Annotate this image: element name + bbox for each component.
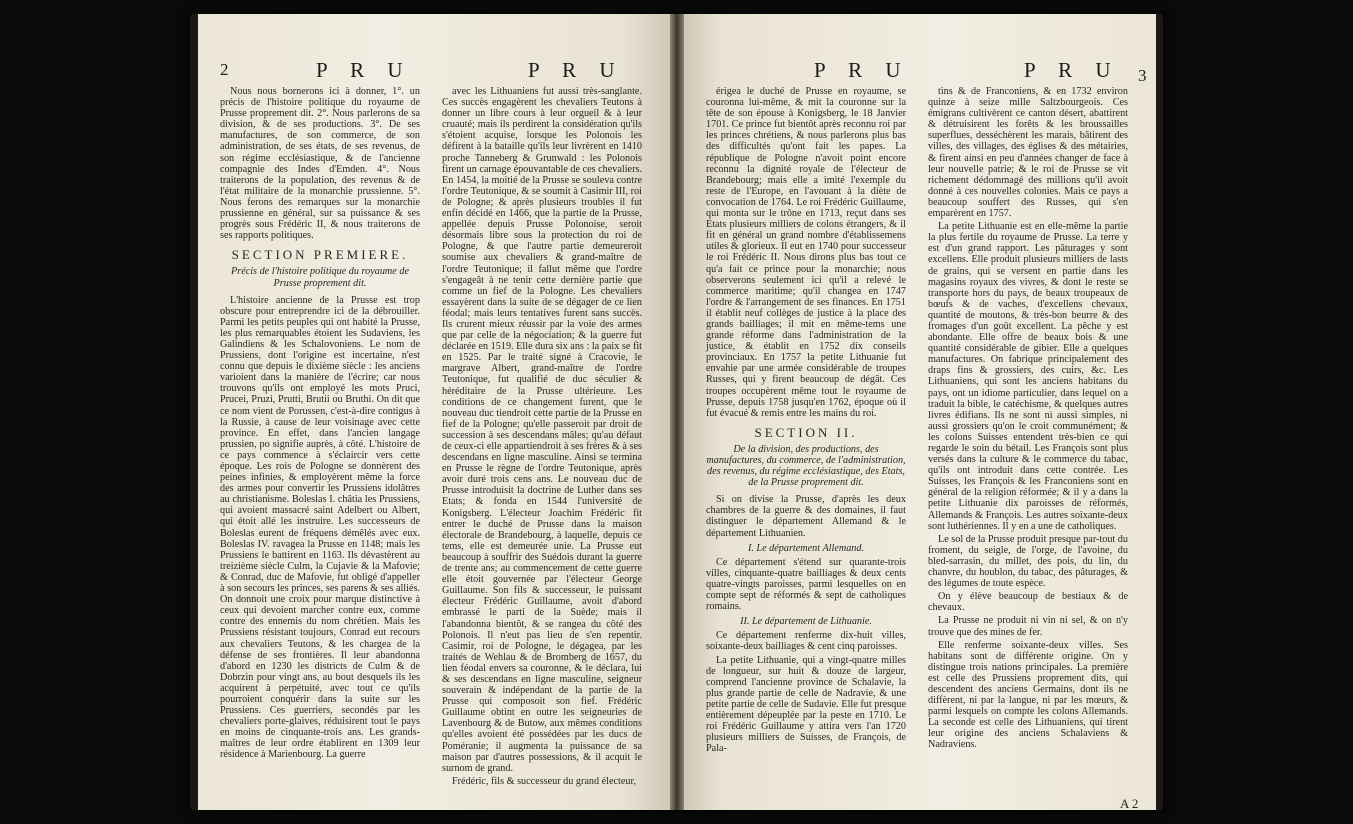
paragraph: Si on divise la Prusse, d'après les deux chambres de la guerre & des domaines, il faut distinguer le département Allemand & le département Lithuanien. xyxy=(706,494,906,539)
text-column xyxy=(706,86,906,756)
paragraph: avec les Lithuaniens fut aussi très-sanglante. Ces succès engagèrent les chevaliers Teutons à donner un libre cours à leur orgueil & à leur cruauté; mais ils perdirent la considération qu'ils s'étoient acquise, lorsque les Polonois les défirent à la bataille qu'ils leur livrèrent en 1410 proche Tanneberg & Grunwald : les Polonois firent un carnage épouvantable de ces chevaliers. En 1454, la moitié de la Prusse se souleva contre l'ordre Teutonique, & se soumit à Casimir III, roi de Pologne; & après plusieurs troubles il fut enfin décidé en 1466, que la partie de la Prusse, appellée depuis Prusse Polonoise, seroit désormais libre sous la protection du roi de Pologne, & que l'autre partie demeureroit soumise aux chevaliers & grand-maître de l'ordre Teutonique; il fallut même que l'ordre s'engageât à ne tenir cette dernière partie que comme un fief de la Pologne. Les chevaliers essayèrent dans la suite de se dégager de ce lien féodal; mais leurs tentatives furent sans succès. Ils crurent mieux réussir par la voie des armes que par celle de la négociation; & la guerre fut déclarée en 1519. Elle dura six ans : la paix se fit en 1525. Par le traité signé à Cracovie, le margrave Albert, grand-maître de l'ordre Teutonique, fut qualifié de duc séculier & héréditaire de la Prusse ultérieure. Les conditions de ce changement furent, que le nouveau duc tiendroit cette partie de la Prusse en fief de la Pologne; qu'elle passeroit par droit de succession à ses descendans mâles; qu'au défaut de ceux-ci elle appartiendroit à ses frères & à ses descendans en ligne masculine. Ainsi se termina en Prusse le règne de l'ordre Teutonique, après avoir duré trois cens ans. Le nouveau duc de Prusse introduisit la doctrine de Luther dans ses Etats; & fonda en 1544 l'université de Konigsberg. L'électeur Joachim Frédéric fit entrer le duché de Prusse dans la maison électorale de Brandebourg, à laquelle, depuis ce tems, elle est demeurée unie. La Prusse eut beaucoup à souffrir des Suédois durant la guerre de trente ans; au commencement de cette guerre elle étoit gouvernée par l'électeur George Guillaume. Son fils & successeur, le puissant électeur Frédéric Guillaume, avoit d'abord embrassé le parti de la Suède; mais il l'abandonna bientôt, & se rangea du côté des Polonois. Il n'eut pas lieu de s'en repentir. Casimir, roi de Pologne, le dégagea, par les traités de Wehlau & de Bromberg de 1657, du lien féodal envers sa couronne, & le déclara, lui & ses descendans en ligne masculine, seigneur souverain & indépendant de la partie de la Prusse qui composoit son fief. Frédéric Guillaume obtint en outre les seigneuries de Lavenbourg & de Butow, aux mêmes conditions qu'elles avoient été possédées par les ducs de Poméranie; il augmenta la puissance de sa maison par d'autres possessions, & il acquit le surnom de grand. xyxy=(442,86,642,774)
section-subtitle: De la division, des productions, des manufactures, du commerce, de l'administration, des revenus, du régime ecclésiastique, des Etats, de la Prusse proprement dit. xyxy=(706,443,906,489)
page-number: 3 xyxy=(1138,66,1147,85)
subsection-label: II. Le département de Lithuanie. xyxy=(740,616,872,628)
running-head: P R U xyxy=(1024,58,1120,82)
paragraph: Frédéric, fils & successeur du grand électeur, xyxy=(452,775,637,787)
right-page xyxy=(684,14,1156,810)
text-column xyxy=(220,86,420,763)
paragraph: La petite Lithuanie, qui a vingt-quatre milles de longueur, sur huit & douze de largeur, comprend l'ancienne province de Schalavie, la plus grande partie de celle de Nadravie, & une petite partie de celle de Sudavie. Elle fut presque entièrement dépeuplée par la peste en 1710. Le roi Frédéric Guillaume y attira vers l'an 1720 plusieurs milliers de Suisses, de François, de Pala- xyxy=(706,654,906,755)
section-subtitle: Précis de l'histoire politique du royaume de Prusse proprement dit. xyxy=(231,266,409,289)
running-head: P R U xyxy=(814,58,910,82)
running-head: P R U xyxy=(316,58,412,82)
paragraph: érigea le duché de Prusse en royaume, se couronna lui-même, & mit la couronne sur la tête de son épouse à Konigsberg, le 18 Janvier 1701. Ce prince fut bientôt après reconnu roi par les princes chrétiens, & nous parlerons plus bas des difficultés qu'ont fait les papes. La république de Pologne n'avoit point encore reconnu la dignité royale de l'électeur de Brandebourg; mais elle a imité l'exemple du reste de l'Europe, en l'avouant à la diète de convocation de 1764. Le roi Frédéric Guillaume, qui monta sur le trône en 1713, reçut dans ses Etats plusieurs milliers de colons étrangers, & il fit en général un grand nombre d'établissemens utiles & glorieux. Il eut en 1740 pour successeur le roi Frédéric II. Nous dirons plus bas tout ce qu'a fait ce prince pour la monarchie; nous observerons seulement ici qu'il a relevé le commerce maritime; qu'il changea en 1747 l'ordre & l'arrangement de ses finances. En 1751 il établit neuf collèges de justice à la place des grands bailliages; il mit en même-tems une grande réforme dans l'administration de la justice, & établit en 1752 dix conseils provinciaux. En 1757 la petite Lithuanie fut envahie par une armée considérable de troupes Russes, qui y firent beaucoup de dégât. Ces troupes occupèrent même tout le royaume de Prusse, depuis 1758 jusqu'en 1762, époque où il fut évacué & remis entre les mains du roi. xyxy=(706,86,906,419)
left-page-header xyxy=(198,58,670,82)
paragraph: On y élève beaucoup de bestiaux & de chevaux. xyxy=(928,591,1128,614)
book-gutter xyxy=(670,14,684,810)
left-page xyxy=(198,14,670,810)
subsection-label: I. Le département Allemand. xyxy=(747,542,865,554)
paragraph: L'histoire ancienne de la Prusse est trop obscure pour entreprendre ici de la débrouiller. Parmi les petits peuples qui ont habité la Prusse, les plus remarquables étoient les Sudaviens, les Galindiens & les Schalovoniens. Le nom de Prussiens, dont l'origine est incertaine, n'est connu que depuis le dixième siècle : les anciens varioient dans la manière de l'écrire; car nous trouvons qu'ils ont employé les mots Pruci, Prucei, Pruzi, Prutti, Brutii ou Bruthi. On dit que ce nom vient de Porussen, c'est-à-dire contigus à la Russie, à cause de leur voisinage avec cette province. En effet, dans l'ancien langage prussien, po signifie auprès, à côté. L'histoire de ce pays commence à s'éclaircir vers cette époque. Les rois de Pologne se donnèrent des peines infinies, & employèrent même la force des armes pour convertir les Prussiens idolâtres au christianisme. Boleslas I. châtia les Prussiens, qui avoient massacré saint Adelbert ou Albert, qui étoit allé les instruire. Les successeurs de Boleslas eurent de fréquens démêlés avec eux. Boleslas IV. ravagea la Prusse en 1148; mais les Prussiens le battirent en 1163. Ils dévastèrent au treizième siècle Culm, la Cujavie & la Mafovie; & Conrad, duc de Mafovie, fut obligé d'appeller à son secours les princes, ses parens & ses alliés. On donnoit une croix pour marque distinctive à ceux qui devoient marcher contre eux, comme contre des ennemis du nom chrétien. Mais les Prussiens résistant toujours, Conrad eut recours aux chevaliers Teutons, & les chargea de la défense de ses frontières. Il leur abandonna d'abord en 1230 les districts de Culm & de Dobrzin pour vingt ans, au bout desquels ils les acquirent à perpétuité, avec tout ce qu'ils pourroient conquérir dans la suite sur les Prussiens. Ces guerriers, secondés par les chevaliers porte-glaives, réduisirent tout le pays en moins de cinquante-trois ans. Les grands-maîtres de leur ordre établirent en 1309 leur résidence à Marienbourg. La guerre xyxy=(220,294,420,761)
signature-mark: A 2 xyxy=(1120,796,1139,810)
paragraph: Ce département s'étend sur quarante-trois villes, cinquante-quatre bailliages & deux cents quatre-vingts paroisses, parmi lesquelles on en compte sept de réformés & sept de catholiques romains. xyxy=(706,556,906,613)
paragraph: La petite Lithuanie est en elle-même la partie la plus fertile du royaume de Prusse. La terre y est d'un grand rapport. Les pâturages y sont excellens. Elle produit plusieurs milliers de lasts de grains, qui se versent en partie dans les magasins royaux des vivres, & dont le reste se transporte hors du pays, de beaux troupeaux de bœufs & de vaches, d'excellens chevaux, quantité de moutons, & très-bon beurre & des fromages d'un goût excellent. La pêche y est abondante. Elle offre de beaux bois & une quantité considérable de gibier. Elle a quelques manufactures. On fabrique principalement des draps fins & grossiers, des cuirs, &c. Les Lithuaniens, qui sont les anciens habitans du pays, ont un idiome particulier, dans lequel on a traduit la bible, le catéchisme, & quelques autres livres édifians. Ils ne sont ni aussi simples, ni aussi grossiers qu'on le croit communément; & les colons Suisses entendent très-bien ce qui regarde le soin du bétail. Les François sont plus versés dans la culture & le commerce du tabac, qu'ils ont introduit dans cette contrée. Les Suisses, les François & les Franconiens sont en général de la religion réformée; & il y a dans la petite Lithuanie dix paroisses de réformés, Allemands & François. Les autres soixante-deux sont luthériennes. Il y en a une de catholiques. xyxy=(928,221,1128,532)
paragraph: Ce département renferme dix-huit villes, soixante-deux bailliages & cent cinq paroisses. xyxy=(706,630,906,653)
paragraph: Le sol de la Prusse produit presque par-tout du froment, du seigle, de l'orge, de l'avoine, du bled-sarrasin, du millet, des pois, du lin, du chanvre, du houblon, du tabac, des pâturages, & des légumes de toute espèce. xyxy=(928,533,1128,590)
page-number: 2 xyxy=(220,60,229,79)
section-title: SECTION II. xyxy=(754,424,858,440)
text-column xyxy=(442,86,642,789)
paragraph: Nous nous bornerons ici à donner, 1°. un précis de l'histoire politique du royaume de Prusse proprement dit. 2°. Nous parlerons de sa division, & de ses productions. 3°. De ses manufactures, de son commerce, de son administration, de ses états, de ses revenus, de son régime ecclésiastique, & de l'ancienne compagnie des Indes d'Emden. 4°. Nous traiterons de la population, des revenus & de l'état militaire de la monarchie prussienne. 5°. Nous ferons des remarques sur la monarchie prussienne en général, sur sa puissance & ses progrès sous Frédéric II, & nous traiterons de ses rapports politiques. xyxy=(220,86,420,242)
paragraph: La Prusse ne produit ni vin ni sel, & on n'y trouve que des mines de fer. xyxy=(928,615,1128,638)
running-head: P R U xyxy=(528,58,624,82)
paragraph: tins & de Franconiens, & en 1732 environ quinze à seize mille Saltzbourgeois. Ces émigrans cultivèrent ce canton désert, abattirent & détruisirent les forêts & les broussailles superflues, desséchèrent les marais, bâtirent des villes, des villages, des églises & des métairies, & firent ainsi en peu d'années changer de face à leur nouvelle patrie; & le roi de Prusse se vit richement dédommagé des millions qu'il avoit donné à ces nouvelles colonies. Mais ce pays a beaucoup souffert des Russes, qui s'en emparèrent en 1757. xyxy=(928,86,1128,220)
section-title: SECTION PREMIERE. xyxy=(231,247,409,263)
paragraph: Elle renferme soixante-deux villes. Ses habitans sont de différente origine. On y distingue trois nations principales. La première est celle des Prussiens proprement dits, qui descendent des anciens Germains, dont ils ne diffèrent, ni par la langue, ni par les mœurs, & parmi lesquels on compte les colons Allemands. La seconde est celle des Lithuaniens, qui tirent leur origine des anciens Schalaviens & Nadraviens. xyxy=(928,639,1128,751)
text-column xyxy=(928,86,1128,753)
right-page-header xyxy=(684,58,1156,85)
open-book xyxy=(190,14,1163,810)
